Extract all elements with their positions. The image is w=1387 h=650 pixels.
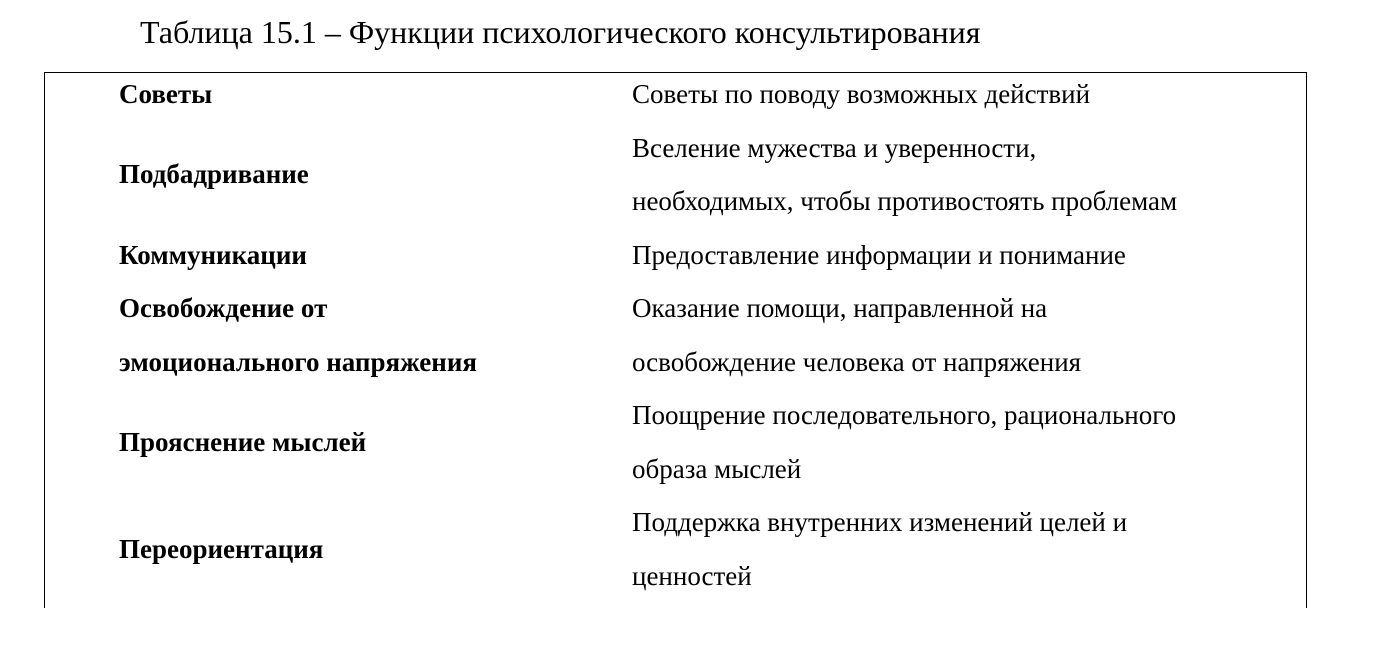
function-term-line: Советы xyxy=(119,79,213,109)
function-description-line: освобождение человека от напряжения xyxy=(632,346,1082,377)
function-term xyxy=(119,229,609,283)
function-description-line: Предоставление информации и понимание xyxy=(632,239,1126,270)
function-term-line: Коммуникации xyxy=(119,239,307,270)
function-description xyxy=(632,229,1292,283)
function-term-line: Подбадривание xyxy=(119,159,309,190)
table-row xyxy=(45,122,1306,229)
table-row xyxy=(45,68,1306,122)
function-description xyxy=(632,496,1292,603)
function-description-line: образа мыслей xyxy=(632,453,802,484)
function-term xyxy=(119,148,609,202)
function-term-line: Прояснение мыслей xyxy=(119,426,367,457)
function-term xyxy=(119,282,609,389)
function-term xyxy=(119,416,609,470)
functions-table xyxy=(44,72,1307,608)
table-row xyxy=(45,389,1306,496)
function-description xyxy=(632,122,1292,229)
table-row xyxy=(45,282,1306,389)
function-term-line: Освобождение от xyxy=(119,293,328,323)
function-description-line: Вселение мужества и уверенности, xyxy=(632,132,1037,163)
function-term-line: эмоционального напряжения xyxy=(119,346,478,377)
function-description-line: Поощрение последовательного, рационального xyxy=(632,400,1177,430)
function-description-line: необходимых, чтобы противостоять проблемам xyxy=(632,186,1178,216)
function-term-line: Переориентация xyxy=(119,533,324,564)
function-term xyxy=(119,68,609,122)
function-description-line: Поддержка внутренних изменений целей и xyxy=(632,507,1128,537)
function-description-line: Оказание помощи, направленной на xyxy=(632,293,1048,323)
table-caption: Таблица 15.1 – Функции психологического консультирования xyxy=(140,14,981,50)
function-description xyxy=(632,68,1292,122)
function-description xyxy=(632,282,1292,389)
table-row xyxy=(45,229,1306,283)
function-term xyxy=(119,523,609,577)
function-description-line: ценностей xyxy=(632,560,752,591)
table-row xyxy=(45,496,1306,603)
function-description xyxy=(632,389,1292,496)
function-description-line: Советы по поводу возможных действий xyxy=(632,79,1091,109)
